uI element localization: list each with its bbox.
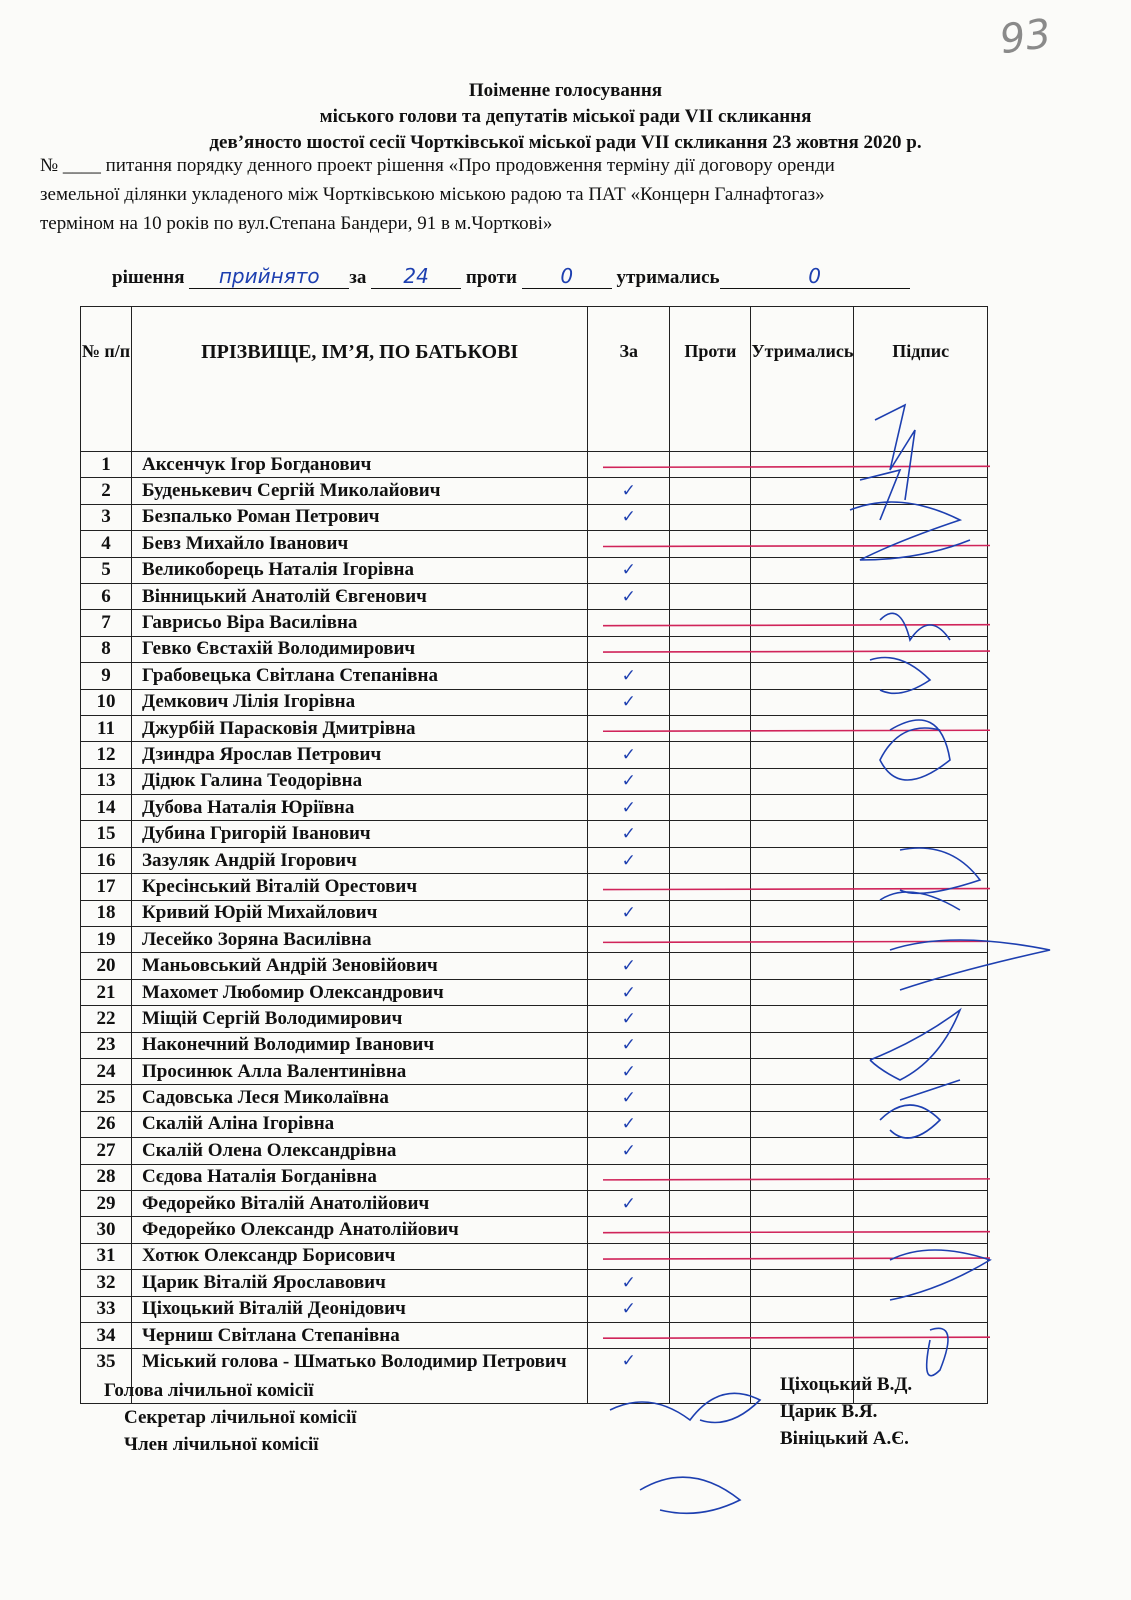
against-count: 0 bbox=[522, 264, 612, 289]
commission-chair-name: Ціхоцький В.Д. bbox=[780, 1374, 913, 1395]
decision-value: прийнято bbox=[189, 264, 349, 289]
row-number: 1 bbox=[81, 452, 132, 478]
row-number: 13 bbox=[81, 768, 132, 794]
row-vote-against bbox=[670, 1270, 751, 1296]
row-vote-against bbox=[670, 1138, 751, 1164]
row-signature bbox=[854, 1270, 988, 1296]
table-row bbox=[81, 847, 988, 873]
row-vote-abstained bbox=[751, 979, 854, 1005]
row-name: Наконечний Володимир Іванович bbox=[132, 1032, 588, 1058]
row-vote-against bbox=[670, 1111, 751, 1137]
row-vote-for bbox=[588, 874, 670, 900]
row-name: Аксенчук Ігор Богданович bbox=[132, 452, 588, 478]
row-vote-against bbox=[670, 900, 751, 926]
row-name: Скалій Олена Олександрівна bbox=[132, 1138, 588, 1164]
abstained-label: утримались bbox=[616, 267, 720, 288]
row-vote-abstained bbox=[751, 1270, 854, 1296]
row-number: 19 bbox=[81, 927, 132, 953]
row-signature bbox=[854, 557, 988, 583]
row-signature bbox=[854, 1006, 988, 1032]
table-row bbox=[81, 900, 988, 926]
row-signature bbox=[854, 715, 988, 741]
row-vote-against bbox=[670, 953, 751, 979]
table-row bbox=[81, 874, 988, 900]
row-vote-for bbox=[588, 1243, 670, 1269]
table-row bbox=[81, 1085, 988, 1111]
row-vote-for: ✓ bbox=[588, 1032, 670, 1058]
table-row bbox=[81, 821, 988, 847]
row-vote-abstained bbox=[751, 795, 854, 821]
row-vote-for: ✓ bbox=[588, 1190, 670, 1216]
row-vote-against bbox=[670, 1190, 751, 1216]
header-against: Проти bbox=[670, 307, 751, 452]
row-vote-abstained bbox=[751, 636, 854, 662]
row-number: 24 bbox=[81, 1058, 132, 1084]
row-name: Безпалько Роман Петрович bbox=[132, 504, 588, 530]
row-signature bbox=[854, 1322, 988, 1348]
table-row bbox=[81, 1138, 988, 1164]
row-number: 12 bbox=[81, 742, 132, 768]
table-row bbox=[81, 452, 988, 478]
row-name: Міський голова - Шматько Володимир Петрович bbox=[132, 1349, 588, 1404]
row-signature bbox=[854, 610, 988, 636]
table-row bbox=[81, 1164, 988, 1190]
row-number: 32 bbox=[81, 1270, 132, 1296]
row-vote-for: ✓ bbox=[588, 478, 670, 504]
row-vote-for bbox=[588, 927, 670, 953]
row-signature bbox=[854, 531, 988, 557]
document-subtitle: міського голови та депутатів міської ради VII скликання bbox=[319, 106, 812, 127]
row-vote-for: ✓ bbox=[588, 1111, 670, 1137]
row-vote-against bbox=[670, 847, 751, 873]
row-number: 23 bbox=[81, 1032, 132, 1058]
header-num: № п/п bbox=[81, 307, 132, 452]
table-row bbox=[81, 795, 988, 821]
row-name: Грабовецька Світлана Степанівна bbox=[132, 663, 588, 689]
row-number: 33 bbox=[81, 1296, 132, 1322]
signature-scribble bbox=[640, 1477, 740, 1513]
row-number: 25 bbox=[81, 1085, 132, 1111]
table-row bbox=[81, 979, 988, 1005]
row-number: 4 bbox=[81, 531, 132, 557]
row-signature bbox=[854, 795, 988, 821]
row-name: Дубина Григорій Іванович bbox=[132, 821, 588, 847]
row-vote-against bbox=[670, 874, 751, 900]
row-vote-for: ✓ bbox=[588, 663, 670, 689]
row-vote-against bbox=[670, 663, 751, 689]
row-vote-abstained bbox=[751, 1085, 854, 1111]
row-vote-abstained bbox=[751, 478, 854, 504]
row-name: Дідюк Галина Теодорівна bbox=[132, 768, 588, 794]
commission-secretary-name: Царик В.Я. bbox=[780, 1401, 878, 1422]
row-name: Царик Віталій Ярославович bbox=[132, 1270, 588, 1296]
row-name: Просинюк Алла Валентинівна bbox=[132, 1058, 588, 1084]
row-vote-abstained bbox=[751, 1296, 854, 1322]
question-line-1: № ____ питання порядку денного проект рішення «Про продовження терміну дії договору оренди bbox=[40, 155, 835, 176]
row-vote-against bbox=[670, 636, 751, 662]
row-signature bbox=[854, 663, 988, 689]
table-row bbox=[81, 1322, 988, 1348]
row-vote-abstained bbox=[751, 1058, 854, 1084]
row-vote-for bbox=[588, 1164, 670, 1190]
row-vote-against bbox=[670, 1032, 751, 1058]
row-vote-abstained bbox=[751, 689, 854, 715]
row-vote-for: ✓ bbox=[588, 689, 670, 715]
row-vote-abstained bbox=[751, 1322, 854, 1348]
row-signature bbox=[854, 979, 988, 1005]
row-number: 9 bbox=[81, 663, 132, 689]
row-name: Скалій Аліна Ігорівна bbox=[132, 1111, 588, 1137]
row-vote-for bbox=[588, 1322, 670, 1348]
row-number: 29 bbox=[81, 1190, 132, 1216]
table-row bbox=[81, 610, 988, 636]
page-number: 93 bbox=[997, 10, 1054, 64]
row-vote-for bbox=[588, 715, 670, 741]
row-signature bbox=[854, 1138, 988, 1164]
row-name: Хотюк Олександр Борисович bbox=[132, 1243, 588, 1269]
row-vote-for: ✓ bbox=[588, 1296, 670, 1322]
commission-member-label: Член лічильної комісії bbox=[124, 1434, 319, 1455]
row-number: 3 bbox=[81, 504, 132, 530]
row-vote-for: ✓ bbox=[588, 847, 670, 873]
row-number: 34 bbox=[81, 1322, 132, 1348]
row-signature bbox=[854, 1296, 988, 1322]
row-name: Буденькевич Сергій Миколайович bbox=[132, 478, 588, 504]
header-name: ПРІЗВИЩЕ, ІМ’Я, ПО БАТЬКОВІ bbox=[132, 307, 588, 452]
row-vote-abstained bbox=[751, 504, 854, 530]
row-vote-for: ✓ bbox=[588, 1138, 670, 1164]
row-number: 26 bbox=[81, 1111, 132, 1137]
row-number: 31 bbox=[81, 1243, 132, 1269]
row-name: Гевко Євстахій Володимирович bbox=[132, 636, 588, 662]
row-number: 6 bbox=[81, 583, 132, 609]
row-name: Демкович Лілія Ігорівна bbox=[132, 689, 588, 715]
row-signature bbox=[854, 452, 988, 478]
row-vote-for: ✓ bbox=[588, 795, 670, 821]
row-name: Махомет Любомир Олександрович bbox=[132, 979, 588, 1005]
row-vote-for: ✓ bbox=[588, 1006, 670, 1032]
row-name: Кресінський Віталій Орестович bbox=[132, 874, 588, 900]
row-vote-for: ✓ bbox=[588, 1058, 670, 1084]
row-name: Зазуляк Андрій Ігорович bbox=[132, 847, 588, 873]
row-name: Гаврисьо Віра Василівна bbox=[132, 610, 588, 636]
row-vote-abstained bbox=[751, 847, 854, 873]
row-signature bbox=[854, 583, 988, 609]
row-vote-against bbox=[670, 557, 751, 583]
row-vote-against bbox=[670, 795, 751, 821]
header-for: За bbox=[588, 307, 670, 452]
row-name: Сєдова Наталія Богданівна bbox=[132, 1164, 588, 1190]
row-vote-against bbox=[670, 1006, 751, 1032]
row-signature bbox=[854, 874, 988, 900]
row-vote-against bbox=[670, 1217, 751, 1243]
row-number: 22 bbox=[81, 1006, 132, 1032]
commission-chair-label: Голова лічильної комісії bbox=[104, 1380, 314, 1401]
commission-member-name: Вініцький А.Є. bbox=[780, 1428, 909, 1449]
row-vote-abstained bbox=[751, 1164, 854, 1190]
row-vote-abstained bbox=[751, 663, 854, 689]
row-vote-abstained bbox=[751, 768, 854, 794]
row-signature bbox=[854, 1058, 988, 1084]
row-number: 28 bbox=[81, 1164, 132, 1190]
row-vote-abstained bbox=[751, 1111, 854, 1137]
row-vote-against bbox=[670, 610, 751, 636]
row-vote-against bbox=[670, 1164, 751, 1190]
header-signature: Підпис bbox=[854, 307, 988, 452]
header-abstained: Утримались bbox=[751, 307, 854, 452]
row-vote-for: ✓ bbox=[588, 742, 670, 768]
row-vote-against bbox=[670, 504, 751, 530]
row-vote-abstained bbox=[751, 1138, 854, 1164]
row-number: 16 bbox=[81, 847, 132, 873]
row-signature bbox=[854, 953, 988, 979]
row-signature bbox=[854, 1111, 988, 1137]
row-number: 14 bbox=[81, 795, 132, 821]
row-vote-against bbox=[670, 478, 751, 504]
row-vote-abstained bbox=[751, 557, 854, 583]
row-vote-abstained bbox=[751, 1243, 854, 1269]
row-signature bbox=[854, 478, 988, 504]
row-vote-abstained bbox=[751, 452, 854, 478]
row-name: Великоборець Наталія Ігорівна bbox=[132, 557, 588, 583]
row-number: 5 bbox=[81, 557, 132, 583]
table-row bbox=[81, 927, 988, 953]
against-label: проти bbox=[465, 267, 517, 288]
row-vote-against bbox=[670, 583, 751, 609]
row-vote-abstained bbox=[751, 1032, 854, 1058]
for-label: за bbox=[349, 267, 367, 288]
row-signature bbox=[854, 1085, 988, 1111]
row-vote-abstained bbox=[751, 610, 854, 636]
row-signature bbox=[854, 768, 988, 794]
row-vote-abstained bbox=[751, 927, 854, 953]
row-signature bbox=[854, 927, 988, 953]
row-vote-against bbox=[670, 927, 751, 953]
row-signature bbox=[854, 689, 988, 715]
row-number: 30 bbox=[81, 1217, 132, 1243]
table-row bbox=[81, 953, 988, 979]
row-name: Садовська Леся Миколаївна bbox=[132, 1085, 588, 1111]
row-vote-against bbox=[670, 1296, 751, 1322]
row-name: Федорейко Віталій Анатолійович bbox=[132, 1190, 588, 1216]
row-vote-against bbox=[670, 979, 751, 1005]
table-row bbox=[81, 1270, 988, 1296]
row-signature bbox=[854, 821, 988, 847]
question-line-2: земельної ділянки укладеного між Чортківською міською радою та ПАТ «Концерн Галнафтогаз» bbox=[40, 184, 825, 205]
row-name: Черниш Світлана Степанівна bbox=[132, 1322, 588, 1348]
table-row bbox=[81, 768, 988, 794]
row-vote-for: ✓ bbox=[588, 504, 670, 530]
decision-summary bbox=[112, 264, 910, 289]
table-row bbox=[81, 1058, 988, 1084]
row-number: 17 bbox=[81, 874, 132, 900]
row-name: Маньовський Андрій Зеновійович bbox=[132, 953, 588, 979]
row-signature bbox=[854, 504, 988, 530]
table-row bbox=[81, 557, 988, 583]
table-row bbox=[81, 1217, 988, 1243]
vote-rows bbox=[81, 452, 988, 1404]
row-vote-for bbox=[588, 610, 670, 636]
table-row bbox=[81, 742, 988, 768]
row-vote-for: ✓ bbox=[588, 1349, 670, 1404]
table-row bbox=[81, 636, 988, 662]
row-number: 27 bbox=[81, 1138, 132, 1164]
row-vote-abstained bbox=[751, 953, 854, 979]
row-vote-against bbox=[670, 821, 751, 847]
row-vote-for: ✓ bbox=[588, 979, 670, 1005]
row-name: Бевз Михайло Іванович bbox=[132, 531, 588, 557]
row-signature bbox=[854, 1032, 988, 1058]
document-title: Поіменне голосування bbox=[468, 80, 663, 101]
table-row bbox=[81, 1111, 988, 1137]
table-row bbox=[81, 663, 988, 689]
table-row bbox=[81, 715, 988, 741]
row-name: Лесейко Зоряна Василівна bbox=[132, 927, 588, 953]
row-name: Дзиндра Ярослав Петрович bbox=[132, 742, 588, 768]
table-row bbox=[81, 1006, 988, 1032]
table-row bbox=[81, 1190, 988, 1216]
table-row bbox=[81, 1243, 988, 1269]
row-name: Міщій Сергій Володимирович bbox=[132, 1006, 588, 1032]
row-vote-abstained bbox=[751, 1217, 854, 1243]
row-vote-abstained bbox=[751, 1006, 854, 1032]
row-signature bbox=[854, 1190, 988, 1216]
row-vote-for: ✓ bbox=[588, 557, 670, 583]
row-vote-against bbox=[670, 768, 751, 794]
row-vote-abstained bbox=[751, 583, 854, 609]
row-vote-for: ✓ bbox=[588, 768, 670, 794]
row-signature bbox=[854, 636, 988, 662]
row-number: 10 bbox=[81, 689, 132, 715]
row-signature bbox=[854, 742, 988, 768]
row-vote-against bbox=[670, 1085, 751, 1111]
row-signature bbox=[854, 1164, 988, 1190]
row-vote-for: ✓ bbox=[588, 821, 670, 847]
row-signature bbox=[854, 1217, 988, 1243]
row-vote-against bbox=[670, 715, 751, 741]
row-number: 11 bbox=[81, 715, 132, 741]
row-vote-against bbox=[670, 452, 751, 478]
row-vote-abstained bbox=[751, 742, 854, 768]
row-signature bbox=[854, 900, 988, 926]
row-vote-abstained bbox=[751, 900, 854, 926]
row-number: 2 bbox=[81, 478, 132, 504]
row-vote-against bbox=[670, 531, 751, 557]
row-vote-for: ✓ bbox=[588, 953, 670, 979]
row-vote-for bbox=[588, 636, 670, 662]
row-number: 8 bbox=[81, 636, 132, 662]
row-number: 20 bbox=[81, 953, 132, 979]
row-vote-for: ✓ bbox=[588, 900, 670, 926]
table-row bbox=[81, 583, 988, 609]
row-number: 18 bbox=[81, 900, 132, 926]
table-row bbox=[81, 689, 988, 715]
row-name: Ціхоцький Віталій Деонідович bbox=[132, 1296, 588, 1322]
row-number: 15 bbox=[81, 821, 132, 847]
row-name: Федорейко Олександр Анатолійович bbox=[132, 1217, 588, 1243]
row-vote-abstained bbox=[751, 874, 854, 900]
session-line: дев’яносто шостої сесії Чортківської міської ради VII скликання 23 жовтня 2020 р. bbox=[209, 132, 922, 153]
row-vote-against bbox=[670, 1243, 751, 1269]
row-name: Дубова Наталія Юріївна bbox=[132, 795, 588, 821]
row-signature bbox=[854, 1243, 988, 1269]
row-name: Кривий Юрій Михайлович bbox=[132, 900, 588, 926]
row-number: 7 bbox=[81, 610, 132, 636]
for-count: 24 bbox=[371, 264, 461, 289]
row-number: 21 bbox=[81, 979, 132, 1005]
row-vote-against bbox=[670, 1322, 751, 1348]
row-vote-for: ✓ bbox=[588, 583, 670, 609]
table-row bbox=[81, 1032, 988, 1058]
table-row bbox=[81, 504, 988, 530]
row-number: 35 bbox=[81, 1349, 132, 1404]
row-vote-against bbox=[670, 689, 751, 715]
row-vote-against bbox=[670, 1058, 751, 1084]
question-line-3: терміном на 10 років по вул.Степана Бандери, 91 в м.Чорткові» bbox=[40, 213, 553, 234]
row-vote-for: ✓ bbox=[588, 1270, 670, 1296]
decision-label: рішення bbox=[112, 267, 185, 288]
vote-table-header bbox=[81, 307, 988, 452]
abstained-count: 0 bbox=[720, 264, 910, 289]
row-vote-abstained bbox=[751, 715, 854, 741]
row-vote-for: ✓ bbox=[588, 1085, 670, 1111]
row-vote-for bbox=[588, 531, 670, 557]
table-row bbox=[81, 531, 988, 557]
row-vote-against bbox=[670, 1349, 751, 1404]
table-row bbox=[81, 478, 988, 504]
commission-secretary-label: Секретар лічильної комісії bbox=[124, 1407, 357, 1428]
row-vote-abstained bbox=[751, 821, 854, 847]
row-vote-against bbox=[670, 742, 751, 768]
row-vote-abstained bbox=[751, 531, 854, 557]
row-vote-for bbox=[588, 1217, 670, 1243]
row-vote-for bbox=[588, 452, 670, 478]
row-name: Джурбій Парасковія Дмитрівна bbox=[132, 715, 588, 741]
row-name: Вінницький Анатолій Євгенович bbox=[132, 583, 588, 609]
table-row bbox=[81, 1296, 988, 1322]
row-signature bbox=[854, 847, 988, 873]
vote-table bbox=[80, 306, 988, 1404]
row-vote-abstained bbox=[751, 1190, 854, 1216]
